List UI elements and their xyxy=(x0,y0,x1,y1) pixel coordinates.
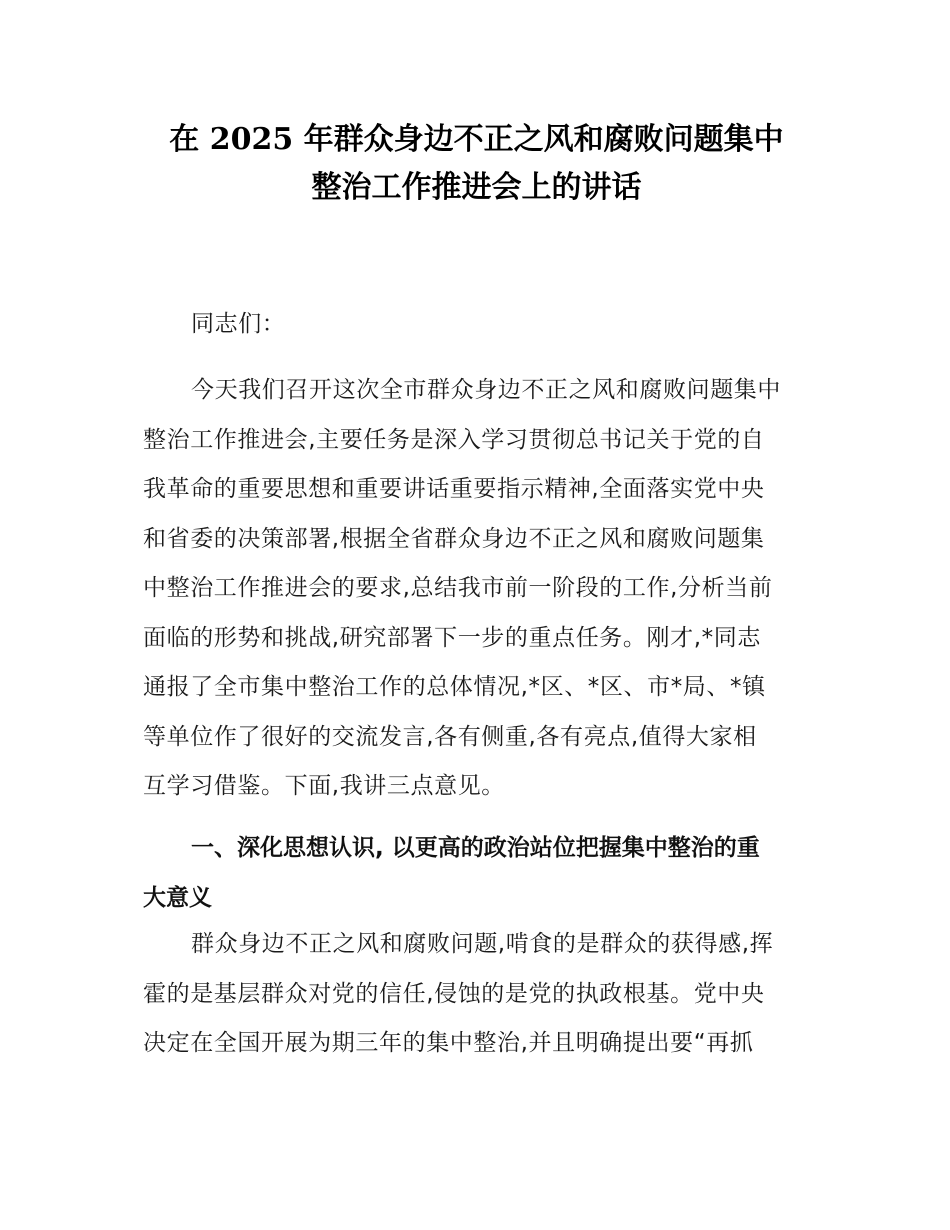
title-line-2: 整治工作推进会上的讲话 xyxy=(311,170,642,205)
paragraph-line: 通报了全市集中整治工作的总体情况,*区、*区、市*局、*镇 xyxy=(143,674,766,700)
paragraph-line: 霍的是基层群众对党的信任,侵蚀的是党的执政根基。党中央 xyxy=(143,980,765,1007)
title-line-1: 在 2025 年群众身边不正之风和腐败问题集中 xyxy=(169,122,784,157)
paragraph-line: 互学习借鉴。下面,我讲三点意见。 xyxy=(143,773,505,799)
paragraph-line: 今天我们召开这次全市群众身边不正之风和腐败问题集中 xyxy=(191,377,781,403)
paragraph-section-1 xyxy=(143,920,810,1069)
salutation-text: 同志们： xyxy=(191,311,286,337)
salutation xyxy=(143,300,810,350)
paragraph-line: 我革命的重要思想和重要讲话重要指示精神,全面落实党中央 xyxy=(143,476,765,502)
section-heading-1 xyxy=(143,824,810,923)
paragraph-line: 群众身边不正之风和腐败问题,啃食的是群众的获得感,挥 xyxy=(191,931,774,957)
paragraph-line: 中整治工作推进会的要求,总结我市前一阶段的工作,分析当前 xyxy=(143,575,773,601)
heading-line: 大意义 xyxy=(143,884,212,911)
paragraph-line: 和省委的决策部署,根据全省群众身边不正之风和腐败问题集 xyxy=(143,525,765,552)
paragraph-line: 整治工作推进会,主要任务是深入学习贯彻总书记关于党的自 xyxy=(143,426,765,453)
heading-line: 一、深化思想认识, 以更高的政治站位把握集中整治的重 xyxy=(191,835,760,861)
paragraph-line: 决定在全国开展为期三年的集中整治,并且明确提出要“再抓 xyxy=(143,1030,754,1056)
paragraph-line: 等单位作了很好的交流发言,各有侧重,各有亮点,值得大家相 xyxy=(143,723,757,750)
paragraph-intro xyxy=(143,366,810,812)
document-title xyxy=(143,116,810,212)
paragraph-line: 面临的形势和挑战,研究部署下一步的重点任务。刚才,*同志 xyxy=(143,624,761,651)
